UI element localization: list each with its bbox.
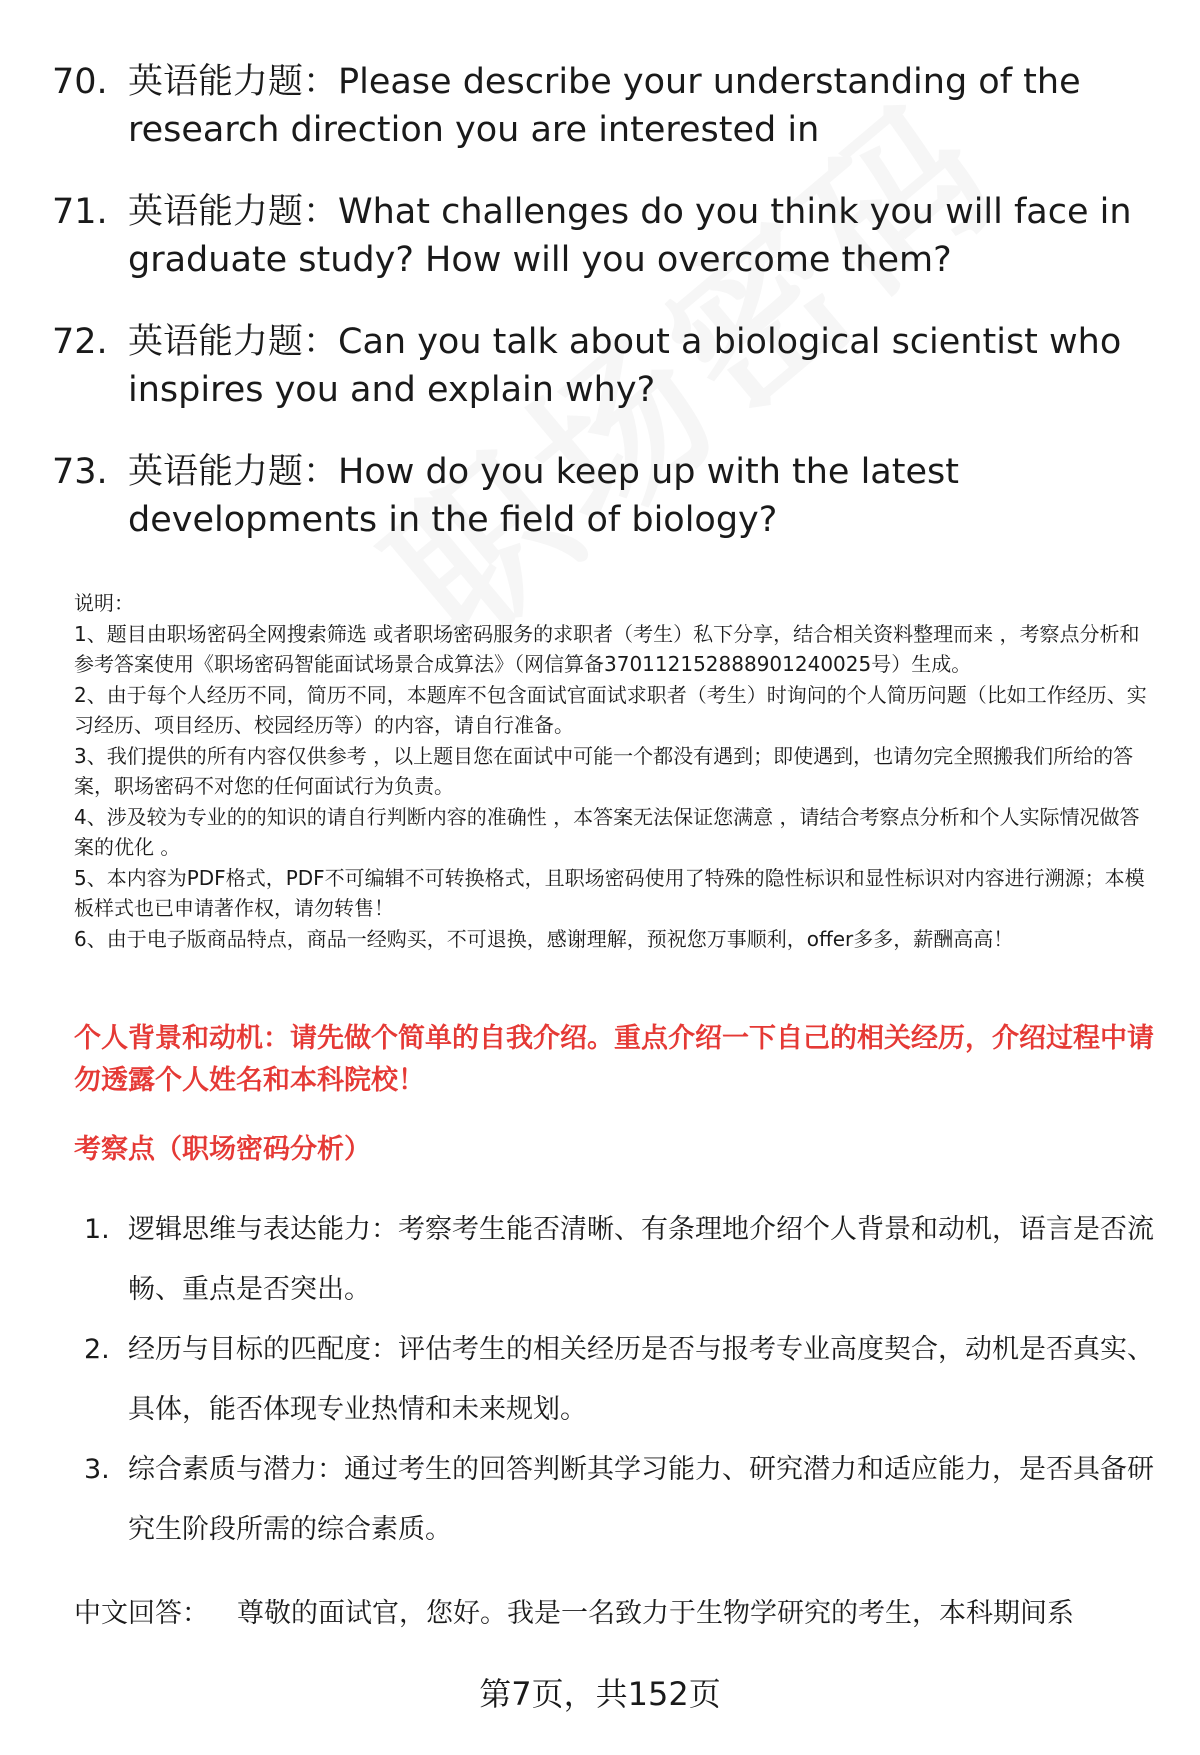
question-number: 70. xyxy=(52,62,108,102)
note-item: 4、涉及较为专业的的知识的请自行判断内容的准确性 ，本答案无法保证您满意 ，请结合考察点分析和个人实际情况做答案的优化 。 xyxy=(74,804,1140,859)
question-text: 英语能力题：What challenges do you think you will face in graduate study? How will you overcome them? xyxy=(128,192,1132,280)
point-number: 1. xyxy=(84,1214,110,1245)
question-list xyxy=(52,58,1152,578)
section-subheading: 考察点（职场密码分析） xyxy=(74,1134,371,1165)
section-heading: 个人背景和动机：请先做个简单的自我介绍。重点介绍一下自己的相关经历，介绍过程中请勿透露个人姓名和本科院校！ xyxy=(74,1023,1154,1096)
point-text: 经历与目标的匹配度：评估考生的相关经历是否与报考专业高度契合，动机是否真实、具体，能否体现专业热情和未来规划。 xyxy=(128,1334,1154,1425)
question-text: 英语能力题：Please describe your understanding of the research direction you are interested in xyxy=(128,62,1081,150)
question-item xyxy=(52,318,1152,414)
note-item: 1、题目由职场密码全网搜索筛选 或者职场密码服务的求职者（考生）私下分享，结合相关资料整理而来 ，考察点分析和参考答案使用《职场密码智能面试场景合成算法》（网信算备370112152888901240025号）生成。 xyxy=(74,621,1140,676)
answer-line xyxy=(74,1592,1164,1636)
question-item xyxy=(52,188,1152,284)
question-item xyxy=(52,58,1152,154)
notes-block xyxy=(74,588,1156,954)
analysis-point xyxy=(84,1200,1154,1320)
answer-label: 中文回答： xyxy=(74,1598,209,1629)
point-number: 3. xyxy=(84,1454,110,1485)
analysis-point xyxy=(84,1320,1154,1440)
note-item: 5、本内容为PDF格式，PDF不可编辑不可转换格式，且职场密码使用了特殊的隐性标识和显性标识对内容进行溯源；本模板样式也已申请著作权，请勿转售！ xyxy=(74,865,1145,920)
question-text: 英语能力题：How do you keep up with the latest developments in the field of biology? xyxy=(128,452,959,540)
question-item xyxy=(52,448,1152,544)
analysis-points xyxy=(84,1200,1154,1560)
note-item: 6、由于电子版商品特点，商品一经购买，不可退换，感谢理解，预祝您万事顺利，offer多多，薪酬高高！ xyxy=(74,926,1014,951)
page-footer: 第7页，共152页 xyxy=(479,1675,721,1713)
answer-text: 尊敬的面试官，您好。我是一名致力于生物学研究的考生，本科期间系 xyxy=(237,1598,1074,1629)
question-number: 72. xyxy=(52,322,108,362)
note-item: 2、由于每个人经历不同，简历不同，本题库不包含面试官面试求职者（考生）时询问的个人简历问题（比如工作经历、实习经历、项目经历、校园经历等）的内容，请自行准备。 xyxy=(74,682,1147,737)
question-number: 71. xyxy=(52,192,108,232)
question-number: 73. xyxy=(52,452,108,492)
analysis-point xyxy=(84,1440,1154,1560)
note-item: 3、我们提供的所有内容仅供参考 ，以上题目您在面试中可能一个都没有遇到；即使遇到，也请勿完全照搬我们所给的答案，职场密码不对您的任何面试行为负责。 xyxy=(74,743,1134,798)
point-text: 逻辑思维与表达能力：考察考生能否清晰、有条理地介绍个人背景和动机，语言是否流畅、重点是否突出。 xyxy=(128,1214,1154,1305)
point-number: 2. xyxy=(84,1334,110,1365)
question-text: 英语能力题：Can you talk about a biological scientist who inspires you and explain why? xyxy=(128,322,1122,410)
notes-title: 说明： xyxy=(74,591,134,615)
point-text: 综合素质与潜力：通过考生的回答判断其学习能力、研究潜力和适应能力，是否具备研究生阶段所需的综合素质。 xyxy=(128,1454,1154,1545)
